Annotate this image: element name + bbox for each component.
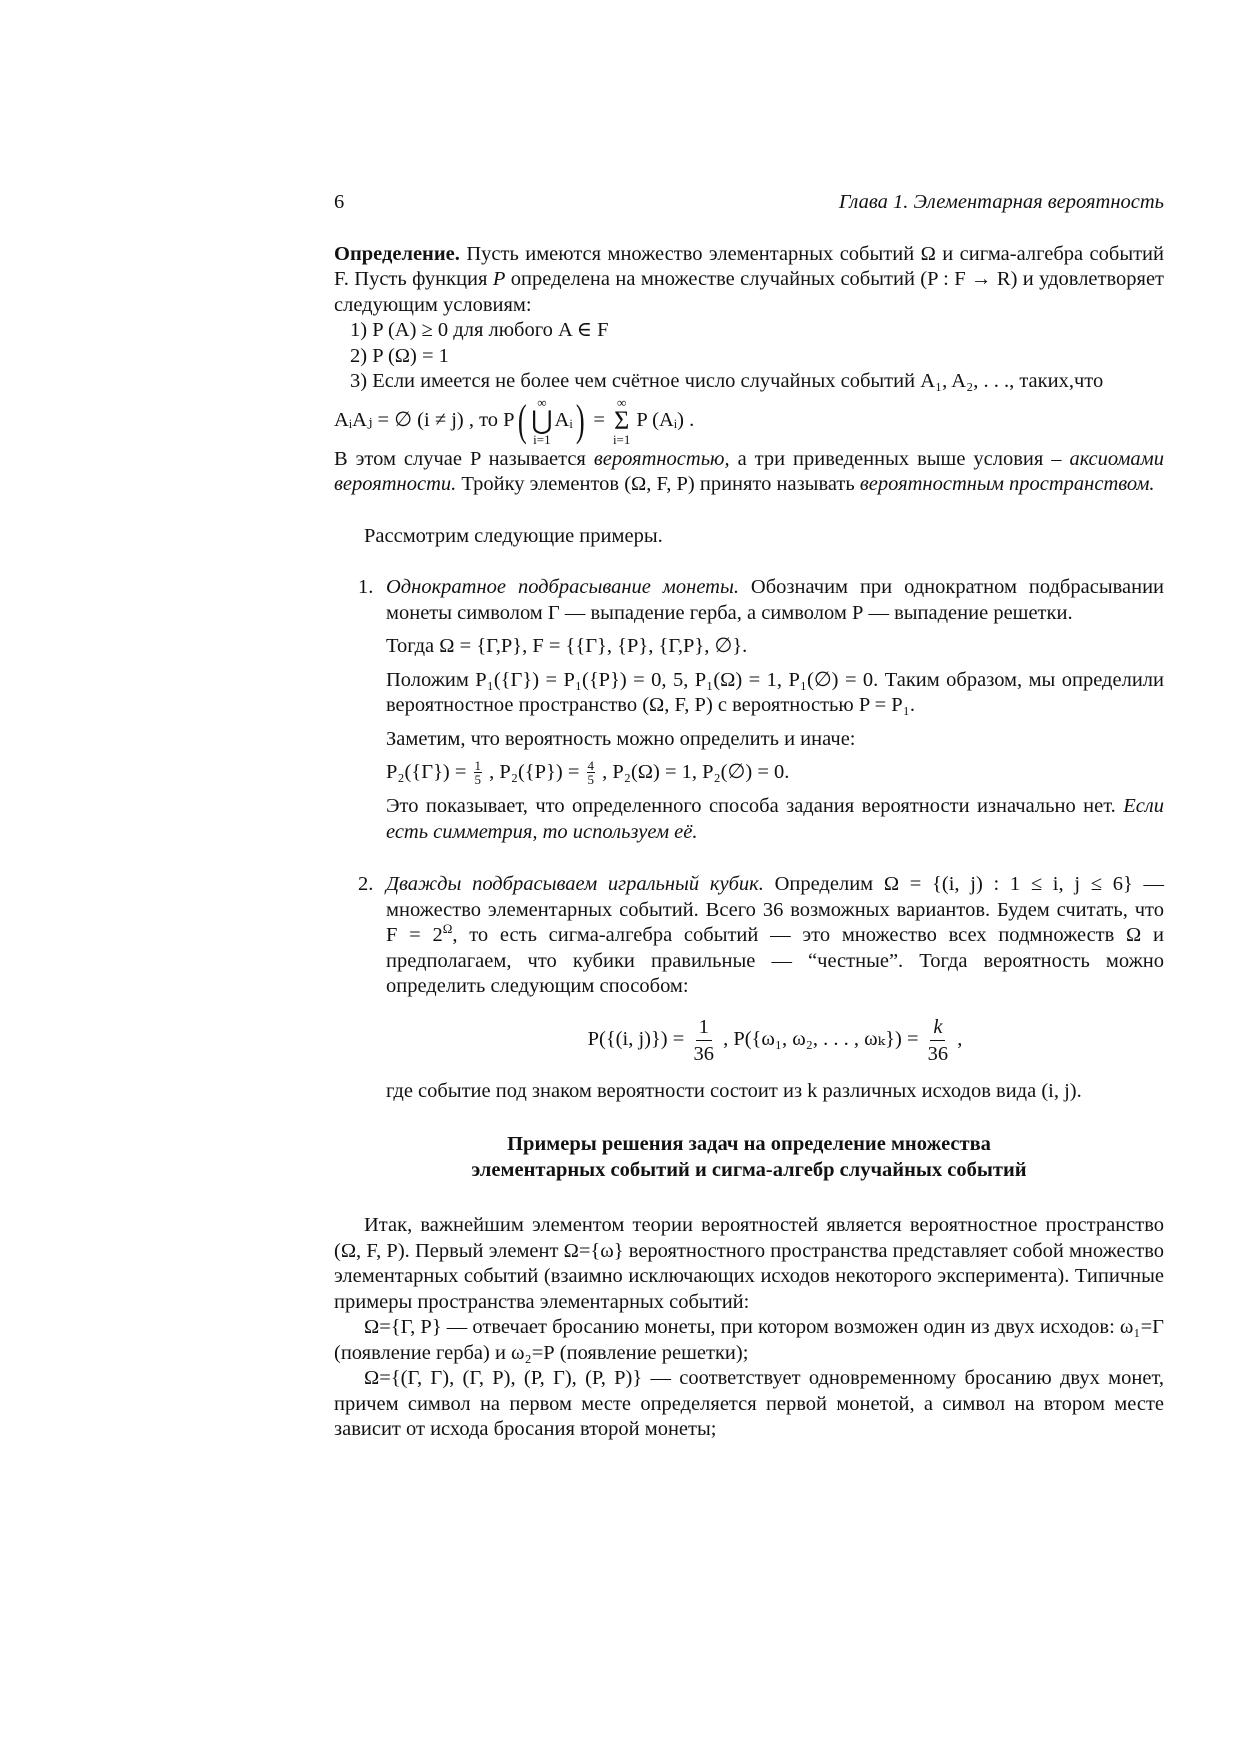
concl-it-3: вероятностным пространством. bbox=[859, 473, 1155, 495]
frac-den: 36 bbox=[927, 1042, 949, 1065]
formula-c: , bbox=[957, 1028, 963, 1050]
example-2-title: Дважды подбрасываем игральный кубик. bbox=[386, 873, 764, 896]
frac-num: 1 bbox=[474, 758, 482, 774]
omega-superscript: Ω bbox=[442, 921, 453, 937]
example-2-number: 2. bbox=[358, 873, 374, 896]
formula-equals: = bbox=[593, 408, 605, 431]
intro-paragraph: Рассмотрим следующие примеры. bbox=[364, 524, 663, 547]
left-paren-glyph: ( bbox=[517, 395, 527, 445]
frac-den: 36 bbox=[693, 1042, 714, 1065]
union-term: Aᵢ bbox=[554, 408, 573, 431]
example-1-para-1 bbox=[386, 575, 1164, 626]
p2-r: , P₂({Р}) = bbox=[489, 761, 580, 783]
example-1-para-3: Положим P₁({Г}) = P₁({Р}) = 0, 5, P₁(Ω) = 1, P₁(∅) = 0. Таким образом, мы определили вероятностное пространство (Ω, F, P) с вероятностью P = P₁. bbox=[386, 668, 1164, 716]
fraction-1-5 bbox=[474, 760, 483, 786]
definition-text-3: P bbox=[492, 268, 506, 290]
section-title bbox=[334, 1131, 1164, 1183]
frac-den: 5 bbox=[587, 772, 595, 788]
example-2-para-1 bbox=[386, 872, 1164, 1000]
union-bottom: i=1 bbox=[533, 431, 551, 447]
concl-it-1: вероятностью, bbox=[593, 447, 730, 470]
example-1-para-6 bbox=[386, 794, 1164, 845]
definition-text-4: определена на множестве случайных событий (P : F → R) и удовлетворяет следующим условиям: bbox=[334, 268, 1165, 316]
page-number: 6 bbox=[334, 191, 345, 213]
formula-left: AᵢAⱼ = ∅ (i ≠ j) , то P bbox=[334, 408, 515, 431]
example-2-text-1-rest: , то есть сигма-алгебра событий — это множество всех подмножеств Ω и предполагаем, что кубики правильные — “честные”. Тогда вероятность можно определить следующим способом: bbox=[386, 924, 1165, 998]
concl-it-2: аксиомами вероятности. bbox=[334, 447, 1165, 495]
fraction-k-36 bbox=[928, 1014, 949, 1067]
example-1-text-6-it: Если есть симметрия, то используем её. bbox=[386, 795, 1164, 843]
union-top: ∞ bbox=[537, 394, 547, 410]
example-2 bbox=[334, 872, 1164, 1104]
example-1-text-1: Обозначим при однократном подбрасывании монеты символом Г — выпадение герба, а символом Р — выпадение решетки. bbox=[386, 576, 1165, 624]
body-paragraph-3: Ω={(Г, Г), (Г, Р), (Р, Г), (Р, Р)} — соответствует одновременному бросанию двух монет, причем символ на первом месте определяется первой монетой, а символ на втором месте зависит от исхода бросания второй монеты; bbox=[334, 1367, 1164, 1441]
chapter-title: Глава 1. Элементарная вероятность bbox=[838, 191, 1164, 213]
axiom-3-formula bbox=[334, 395, 1164, 447]
sum-operator bbox=[613, 396, 630, 446]
union-operator bbox=[531, 396, 552, 446]
axiom-2: 2) P (Ω) = 1 bbox=[350, 344, 449, 367]
formula-b: , P({ω₁, ω₂, . . . , ωₖ}) = bbox=[723, 1028, 919, 1050]
section-title-line-1: Примеры решения задач на определение множества bbox=[507, 1133, 991, 1156]
definition-conclusion bbox=[334, 447, 1164, 498]
concl-3: Тройку элементов (Ω, F, P) принято называть bbox=[461, 473, 855, 495]
definition-label: Определение. bbox=[334, 242, 460, 265]
body-paragraph-2: Ω={Г, Р} — отвечает бросанию монеты, при котором возможен один из двух исходов: ω₁=Г (появление герба) и ω₂=Р (появление решетки); bbox=[334, 1316, 1164, 1364]
example-1 bbox=[334, 575, 1164, 845]
running-header bbox=[334, 190, 1164, 216]
sum-bottom: i=1 bbox=[612, 431, 631, 447]
concl-2: а три приведенных выше условия – bbox=[737, 447, 1062, 470]
fraction-4-5 bbox=[587, 760, 596, 786]
examples-list bbox=[334, 575, 1164, 1104]
sum-top: ∞ bbox=[617, 394, 627, 410]
fraction-1-36 bbox=[693, 1014, 714, 1067]
body-paragraph-1: Итак, важнейшим элементом теории вероятностей является вероятностное пространство (Ω, F, P). Первый элемент Ω={ω} вероятностного пространства представляет собой множество элементарных событий (взаимно исключающих исходов некоторого эксперимента). Типичные примеры пространства элементарных событий: bbox=[334, 1214, 1164, 1313]
page bbox=[334, 190, 1164, 1443]
example-1-number: 1. bbox=[358, 576, 374, 598]
example-1-para-5 bbox=[386, 760, 1164, 786]
frac-num: k bbox=[930, 1014, 945, 1041]
example-2-display-formula bbox=[386, 1014, 1164, 1067]
section-title-line-2: элементарных событий и сигма-алгебр случайных событий bbox=[471, 1159, 1027, 1182]
concl-1: В этом случае P называется bbox=[334, 447, 586, 470]
example-1-para-2: Тогда Ω = {Г,Р}, F = {{Г}, {Р}, {Г,Р}, ∅}. bbox=[386, 635, 748, 657]
example-1-para-4: Заметим, что вероятность можно определить и иначе: bbox=[386, 727, 856, 750]
definition-text-1: Пусть имеются множество элементарных событий Ω и сигма-алгебра событий bbox=[466, 242, 1165, 265]
right-paren-glyph: ) bbox=[575, 395, 585, 445]
example-1-title: Однократное подбрасывание монеты. bbox=[386, 576, 739, 598]
union-symbol: ⋃ bbox=[531, 405, 553, 435]
sum-symbol: Σ bbox=[614, 405, 630, 435]
example-2-para-2: где событие под знаком вероятности состоит из k различных исходов вида (i, j). bbox=[386, 1079, 1082, 1102]
definition-text-2: F. Пусть функция bbox=[334, 268, 488, 290]
axiom-1: 1) P (A) ≥ 0 для любого A ∈ F bbox=[350, 319, 609, 341]
sum-term: P (Aᵢ) . bbox=[636, 408, 695, 431]
formula-a: P({(i, j)}) = bbox=[587, 1028, 685, 1050]
p2-rest: , P₂(Ω) = 1, P₂(∅) = 0. bbox=[602, 761, 790, 783]
axiom-3: 3) Если имеется не более чем счётное число случайных событий A₁, A₂, . . ., таких,что bbox=[350, 370, 1104, 392]
frac-den: 5 bbox=[474, 772, 482, 788]
frac-num: 1 bbox=[696, 1014, 712, 1041]
definition-paragraph bbox=[334, 242, 1164, 319]
example-2-text-1: Определим Ω = {(i, j) : 1 ≤ i, j ≤ 6} — множество элементарных событий. Всего 36 возможных вариантов. Будем считать, что F = 2 bbox=[386, 873, 1165, 947]
frac-num: 4 bbox=[587, 758, 595, 774]
p2-gamma: P₂({Г}) = bbox=[386, 761, 467, 783]
example-1-text-6: Это показывает, что определенного способа задания вероятности изначально нет. bbox=[386, 795, 1116, 818]
